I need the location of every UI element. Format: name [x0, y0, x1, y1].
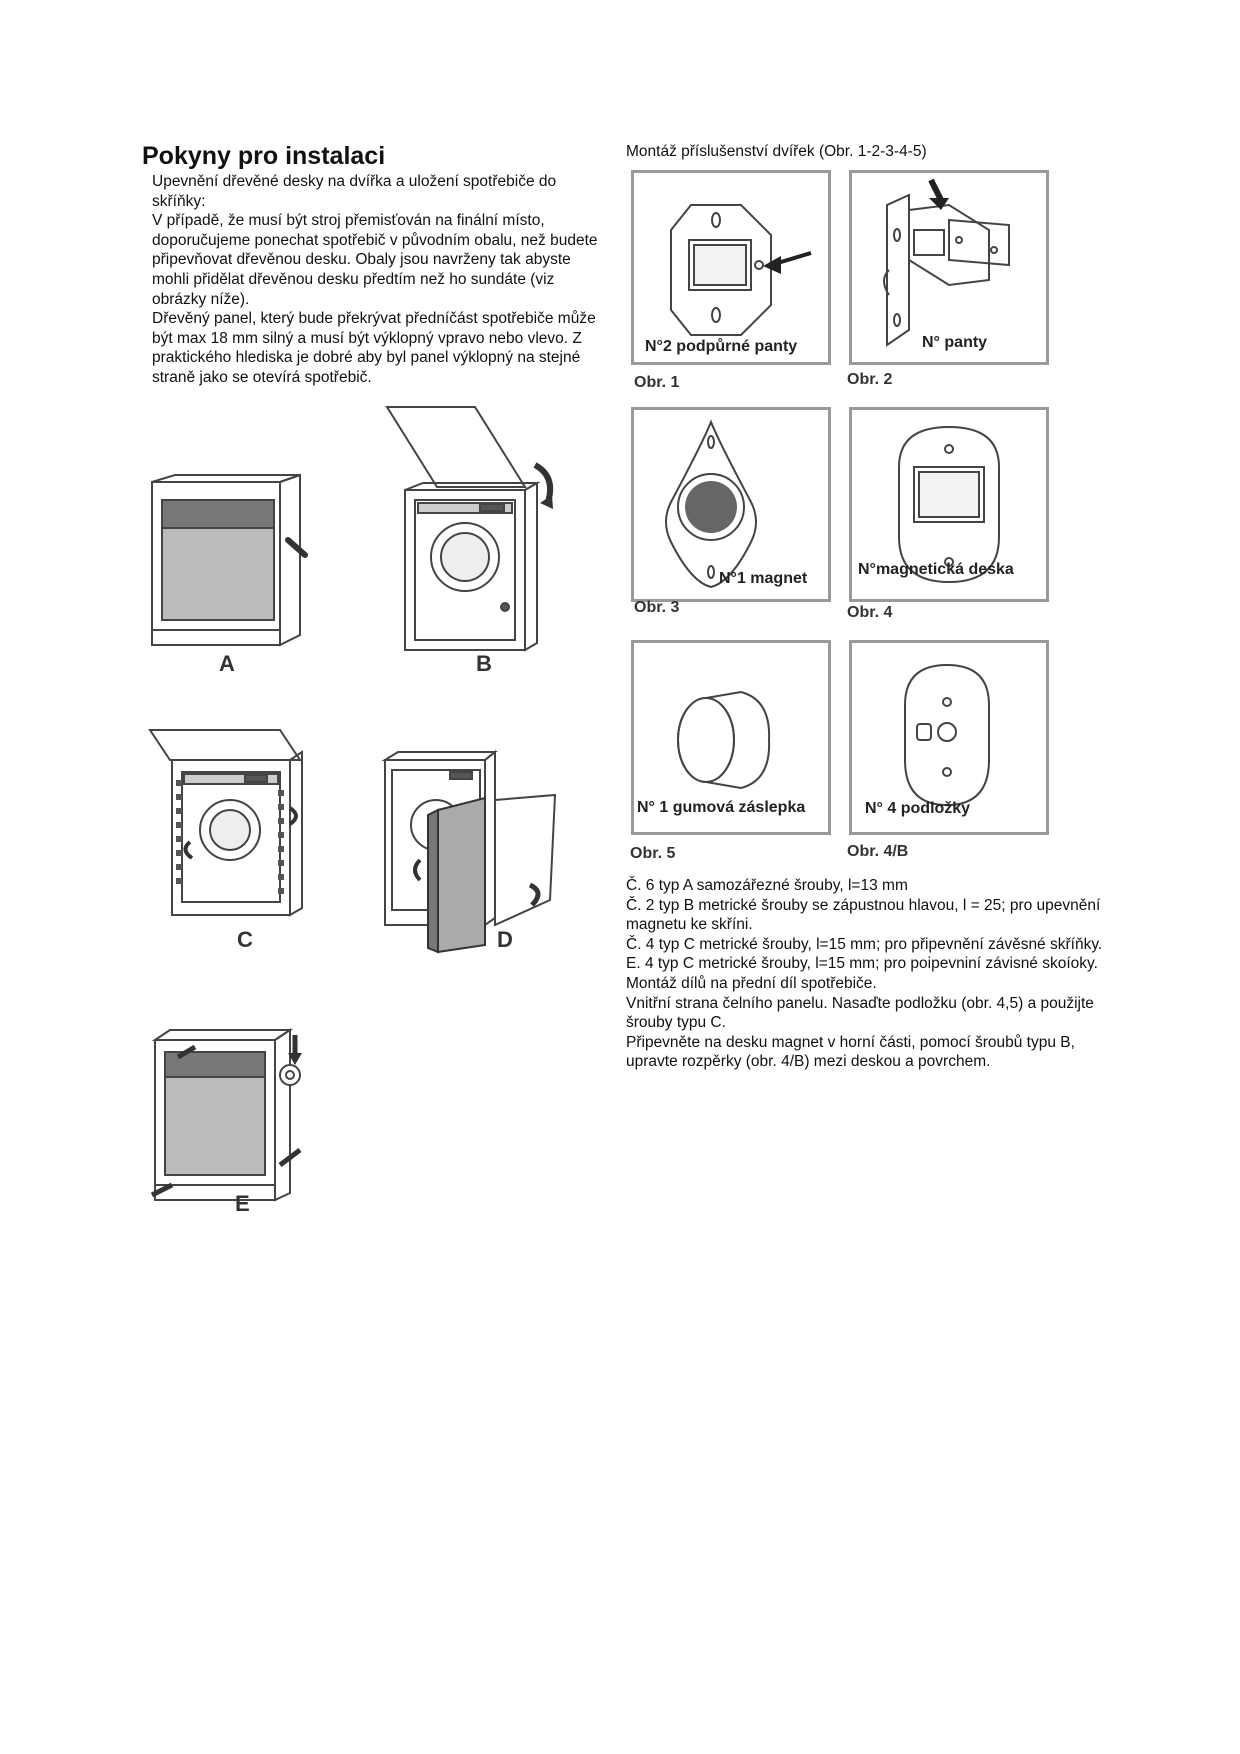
panel-2-caption: N° panty: [922, 334, 988, 351]
screws-paragraph: Připevněte na desku magnet v horní části, pomocí šroubů typu B, upravte rozpěrky (obr. 4/B) mezi deskou a povrchem.: [626, 1033, 1075, 1071]
figure-b-label: B: [476, 651, 492, 676]
screws-paragraph: Č. 2 typ B metrické šrouby se zápustnou hlavou, l = 25; pro upevnění magnetu ke skříni.: [626, 896, 1101, 934]
figure-b-illustration: [385, 405, 565, 655]
screws-paragraph: Montáž dílů na přední díl spotřebiče.: [626, 974, 877, 992]
figure-a-illustration: [140, 470, 310, 660]
panel-6-caption: N° 4 podložky: [865, 800, 971, 817]
panel-1-caption: N°2 podpůrné panty: [645, 338, 798, 355]
panel-2-label: Obr. 2: [847, 371, 893, 388]
panel-3-caption: N°1 magnet: [719, 570, 808, 587]
intro-paragraph: V případě, že musí být stroj přemisťován na finální místo, doporučujeme ponechat spotřebič v původním obalu, než budete připevňovat dřevěnou desku. Obaly jsou navrženy tak abyste mohli přidělat dřevěnou desku předtím než ho sundáte (viz obrázky níže).: [152, 212, 598, 308]
figure-e-label: E: [235, 1191, 250, 1216]
intro-paragraph: Dřevěný panel, který bude překrývat předníčást spotřebiče může být max 18 mm silný a musí být výklopný vpravo nebo vlevo. Z praktického hlediska je dobré aby byl panel výklopný na stejné straně jako se otevírá spotřebič.: [152, 310, 596, 386]
panel-5-caption: N° 1 gumová záslepka: [637, 799, 806, 816]
panel-1-label: Obr. 1: [634, 374, 680, 391]
accessories-heading: Montáž příslušenství dvířek (Obr. 1-2-3-4-5): [626, 143, 927, 160]
figure-e-illustration: [150, 1025, 310, 1210]
intro-text: [152, 172, 602, 388]
panel-1-illustration: [631, 170, 831, 365]
page-title: Pokyny pro instalaci: [142, 142, 386, 170]
figure-c-label: C: [237, 927, 253, 952]
figure-d-label: D: [497, 927, 513, 952]
screws-paragraph: Č. 4 typ C metrické šrouby, l=15 mm; pro připevnění závěsné skříňky.: [626, 935, 1103, 953]
panel-5-label: Obr. 5: [630, 845, 676, 862]
screws-paragraph: Vnitřní strana čelního panelu. Nasaďte podložku (obr. 4,5) a použijte šrouby typu C.: [626, 994, 1094, 1032]
panel-6-label: Obr. 4/B: [847, 843, 909, 860]
figure-d-illustration: [370, 740, 560, 955]
figure-a-label: A: [219, 651, 235, 676]
screws-text: [626, 876, 1126, 1072]
intro-paragraph: Upevnění dřevěné desky na dvířka a uložení spotřebiče do skříňky:: [152, 173, 557, 210]
panel-4-caption: N°magnetická deska: [858, 561, 1014, 578]
panel-3-label: Obr. 3: [634, 599, 680, 616]
screws-paragraph: E. 4 typ C metrické šrouby, l=15 mm; pro poipevniní závisné skoíoky.: [626, 955, 1098, 973]
figure-c-illustration: [150, 730, 320, 930]
panel-4-label: Obr. 4: [847, 604, 893, 621]
screws-paragraph: Č. 6 typ A samozářezné šrouby, l=13 mm: [626, 877, 908, 894]
